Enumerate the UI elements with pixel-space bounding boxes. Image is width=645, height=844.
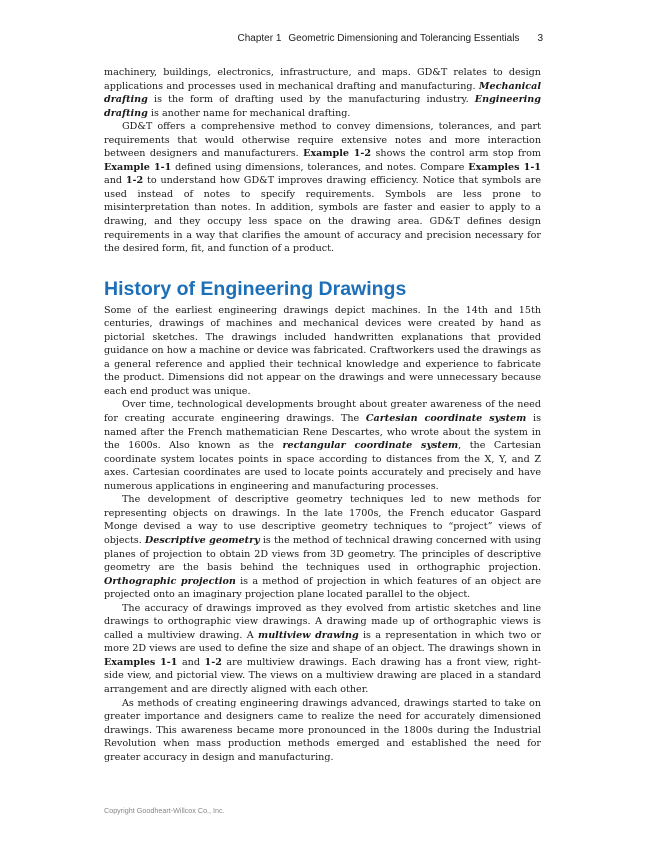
page-number: 3 (537, 33, 543, 44)
section-paragraph-4: The accuracy of drawings improved as they evolved from artistic sketches and line drawings to orthographic view drawings. A drawing made up of orthographic views is called a multiview drawing. A multiview drawing is a representation in which two or more 2D views are used to define the size and shape of an object. The drawings shown in Examples 1-1 and 1-2 are multiview drawings. Each drawing has a front view, right-side view, and pictorial view. The views on a multiview drawing are placed in a standard arrangement and are directly aligned with each other. (104, 602, 541, 695)
term-multiview-drawing: multiview drawing (258, 629, 359, 641)
body-text (104, 66, 541, 764)
ref-example: Examples 1-1 (468, 161, 541, 173)
term-cartesian-coordinate-system: Cartesian coordinate system (365, 413, 527, 425)
ref-example: Example 1-2 (303, 148, 372, 160)
term-mechanical-drafting: Mechanical drafting (104, 80, 541, 106)
section-heading: History of Engineering Drawings (104, 277, 407, 300)
header-chapter: Chapter 1 (237, 33, 282, 44)
term-engineering-drafting: Engineering drafting (104, 94, 541, 119)
intro-paragraph-2: GD&T offers a comprehensive method to convey dimensions, tolerances, and part requirements that would otherwise require extensive notes and more interaction between designers and manufacturers. Example 1-2 shows the control arm stop from Example 1-1 defined using dimensions, tolerances, and notes. Compare Examples 1-1 and 1-2 to understand how GD&T improves drawing efficiency. Notice that symbols are used instead of notes to specify requirements. Symbols are less prone to misinterpretation than notes. In addition, symbols are faster and easier to apply to a drawing, and they occupy less space on the drawing area. GD&T defines design requirements in a way that clarifies the amount of accuracy and precision necessary for the desired form, fit, and function of a product. (104, 121, 542, 255)
term-rectangular-coordinate-system: rectangular coordinate system (282, 440, 459, 452)
section-paragraph-2: Over time, technological developments brought about greater awareness of the need for creating accurate engineering drawings. The Cartesian coordinate system is named after the French mathematician Rene Descartes, who wrote about the system in the 1600s. Also known as the rectangular coordinate system, the Cartesian coordinate system locates points in space according to distances from the X, Y, and Z axes. Cartesian coordinates are used to locate points accurately and precisely and have numerous applications in engineering and manufacturing processes. (104, 399, 541, 492)
running-header (232, 33, 543, 44)
ref-example: Examples 1-1 (104, 656, 178, 668)
header-title: Geometric Dimensioning and Tolerancing Essentials (288, 33, 520, 44)
term-orthographic-projection: Orthographic projection (104, 575, 236, 587)
section-paragraph-5: As methods of creating engineering drawings advanced, drawings started to take on greater importance and designers came to realize the need for accurately dimensioned drawings. This awareness became more pronounced in the 1800s during the Industrial Revolution when mass production methods emerged and established the need for greater accuracy in design and manufacturing. (104, 697, 541, 763)
section-paragraph-1: Some of the earliest engineering drawings depict machines. In the 14th and 15th centuries, drawings of machines and mechanical devices were created by hand as pictorial sketches. The drawings included handwritten explanations that provided guidance on how a machine or device was fabricated. Craftworkers used the drawings as a general reference and applied their technical knowledge and experience to fabricate the product. Dimensions did not appear on the drawings and were unnecessary because each end product was unique. (104, 304, 541, 397)
copyright-footer: Copyright Goodheart-Willcox Co., Inc. (104, 806, 225, 815)
intro-paragraph-1: machinery, buildings, electronics, infrastructure, and maps. GD&T relates to design applications and processes used in mechanical drafting and manufacturing. Mechanical drafting is the form of drafting used by the manufacturing industry. Engineering drafting is another name for mechanical drafting. (104, 67, 541, 119)
section-paragraph-3: The development of descriptive geometry techniques led to new methods for representing objects on drawings. In the late 1700s, the French educator Gaspard Monge devised a way to use descriptive geometry techniques to “project” views of objects. Descriptive geometry is the method of technical drawing concerned with using planes of projection to obtain 2D views from 3D geometry. The principles of descriptive geometry are the basis behind the techniques used in orthographic projection. Orthographic projection is a method of projection in which features of an object are projected onto an imaginary projection plane located parallel to the object. (104, 494, 542, 601)
ref-example: 1-2 (125, 175, 144, 187)
ref-example: Example 1-1 (104, 161, 172, 173)
ref-example: 1-2 (204, 656, 222, 668)
term-descriptive-geometry: Descriptive geometry (144, 534, 260, 546)
